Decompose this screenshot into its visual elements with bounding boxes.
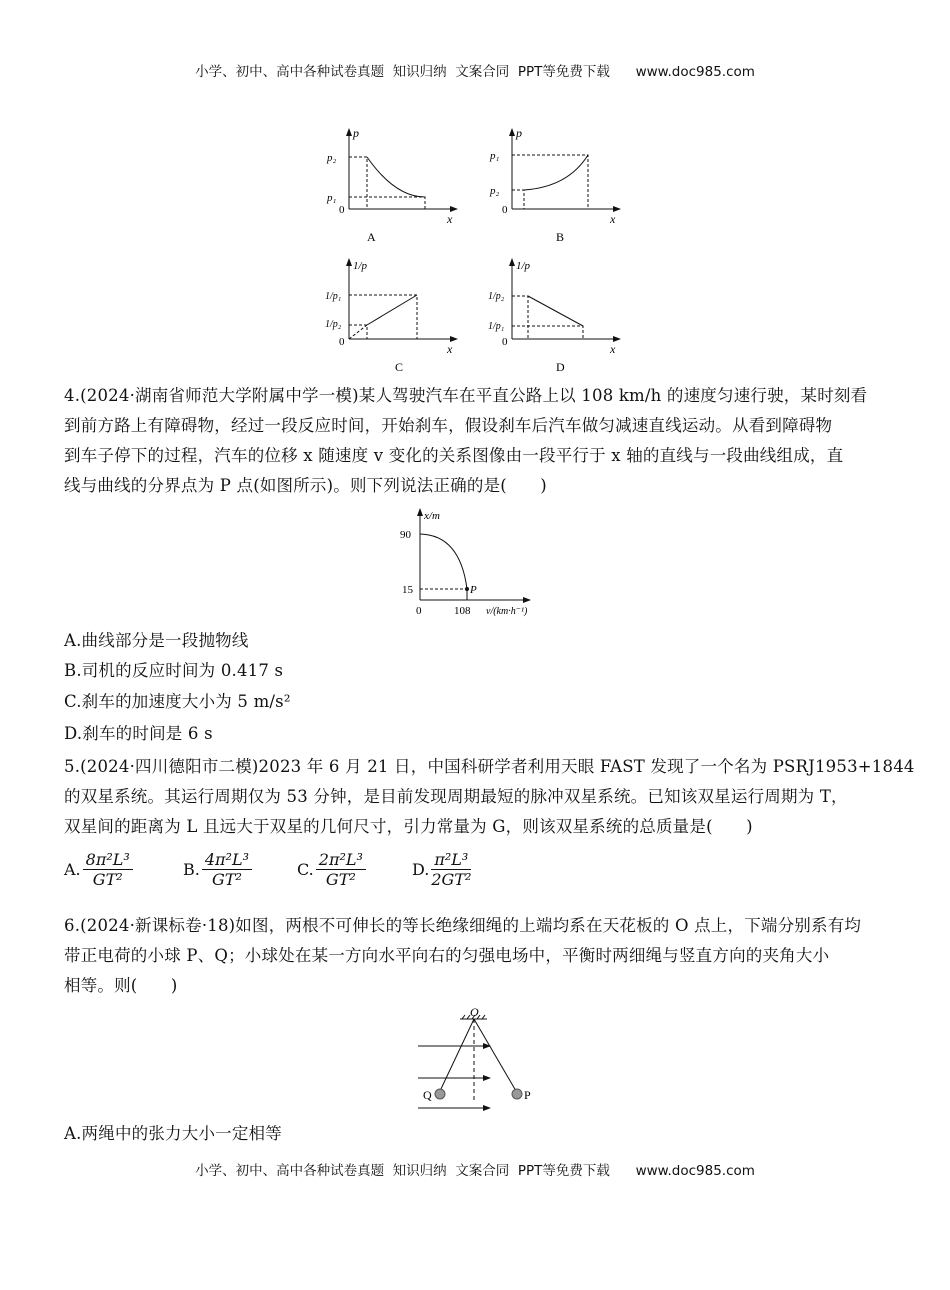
svg-text:x: x [610, 342, 616, 356]
ball-q [435, 1089, 445, 1099]
svg-text:A: A [367, 230, 376, 244]
q5-option-d: D. $\frac{\text{π²L³}}{\text{2GT²}}$ [412, 850, 472, 889]
svg-text:P: P [470, 584, 477, 596]
q5-option-a: A. $\frac{\text{8π²L³}}{\text{GT²}}$ [64, 850, 133, 889]
q6-line: 带正电荷的小球 P、Q；小球处在某一方向水平向右的匀强电场中，平衡时两细绳与竖直方向的夹角大小 [64, 946, 830, 965]
ball-p [512, 1089, 522, 1099]
svg-text:1/p: 1/p [353, 260, 368, 272]
q4-option-c: C.刹车的加速度大小为 5 m/s² [64, 692, 291, 711]
page-footer: 小学、初中、高中各种试卷真题 知识归纳 文案合同 PPT等免费下载 www.doc985.com [195, 1163, 755, 1179]
svg-text:O: O [470, 1005, 479, 1019]
svg-text:p₂: p₂ [327, 152, 337, 164]
svg-text:x/m: x/m [424, 510, 440, 522]
svg-text:90: 90 [400, 529, 411, 541]
q4-line: 到前方路上有障碍物，经过一段反应时间，开始刹车，假设刹车后汽车做匀减速直线运动。从看到障碍物 [64, 416, 833, 435]
svg-text:p: p [516, 126, 522, 140]
svg-text:p: p [353, 126, 359, 140]
graph-a [325, 125, 465, 245]
svg-text:0: 0 [339, 204, 345, 216]
q5-option-c: C. $\frac{\text{2π²L³}}{\text{GT²}}$ [297, 850, 366, 889]
svg-text:v/(km·h⁻¹): v/(km·h⁻¹) [486, 606, 528, 617]
q4-line: 线与曲线的分界点为 P 点(如图所示)。则下列说法正确的是( ) [64, 476, 547, 495]
svg-text:C: C [395, 360, 404, 374]
q5-option-b: B. $\frac{\text{4π²L³}}{\text{GT²}}$ [183, 850, 252, 889]
q5-line: 5.(2024·四川德阳市二模)2023 年 6 月 21 日，中国科研学者利用天眼 FAST 发现了一个名为 PSRJ1953+1844 [64, 757, 915, 776]
graph-b [488, 125, 628, 245]
svg-text:p₂: p₂ [490, 185, 500, 197]
svg-text:15: 15 [402, 584, 413, 596]
q4-option-d: D.刹车的时间是 6 s [64, 724, 213, 743]
svg-text:108: 108 [454, 605, 471, 617]
graph-d [488, 255, 628, 375]
curve [367, 157, 425, 197]
q5-line: 的双星系统。其运行周期仅为 53 分钟，是目前发现周期最短的脉冲双星系统。已知该双星运行周期为 T， [64, 787, 848, 806]
svg-text:0: 0 [502, 204, 508, 216]
svg-text:0: 0 [339, 336, 345, 348]
svg-text:1/p₂: 1/p₂ [325, 319, 342, 330]
x-v-graph [390, 505, 540, 620]
svg-text:p₁: p₁ [327, 192, 337, 204]
svg-text:Q: Q [423, 1088, 432, 1102]
svg-text:1/p₁: 1/p₁ [325, 291, 342, 302]
q5-line: 双星间的距离为 L 且远大于双星的几何尺寸，引力常量为 G，则该双星系统的总质量是( ) [64, 817, 753, 836]
svg-text:1/p₂: 1/p₂ [488, 291, 505, 302]
q4-option-a: A.曲线部分是一段抛物线 [64, 631, 249, 650]
svg-text:p₁: p₁ [490, 150, 500, 162]
svg-text:0: 0 [416, 605, 422, 617]
svg-text:x: x [610, 212, 616, 226]
svg-text:0: 0 [502, 336, 508, 348]
q6-line: 6.(2024·新课标卷·18)如图，两根不可伸长的等长绝缘细绳的上端均系在天花板的 O 点上，下端分别系有均 [64, 916, 862, 935]
svg-text:x: x [447, 212, 453, 226]
q6-option-a: A.两绳中的张力大小一定相等 [64, 1124, 282, 1143]
q4-option-b: B.司机的反应时间为 0.417 s [64, 661, 284, 680]
svg-text:1/p: 1/p [516, 260, 531, 272]
svg-text:1/p₁: 1/p₁ [488, 321, 505, 332]
pendulum-diagram [410, 1005, 545, 1115]
svg-text:D: D [556, 360, 565, 374]
svg-text:P: P [524, 1088, 531, 1102]
q4-line: 到车子停下的过程，汽车的位移 x 随速度 v 变化的关系图像由一段平行于 x 轴的直线与一段曲线组成，直 [64, 446, 844, 465]
svg-text:B: B [556, 230, 565, 244]
q6-line: 相等。则( ) [64, 976, 178, 995]
q4-line: 4.(2024·湖南省师范大学附属中学一模)某人驾驶汽车在平直公路上以 108 km/h 的速度匀速行驶，某时刻看 [64, 386, 868, 405]
svg-text:x: x [447, 342, 453, 356]
page-header: 小学、初中、高中各种试卷真题 知识归纳 文案合同 PPT等免费下载 www.doc985.com [195, 64, 755, 80]
graph-c [325, 255, 465, 375]
